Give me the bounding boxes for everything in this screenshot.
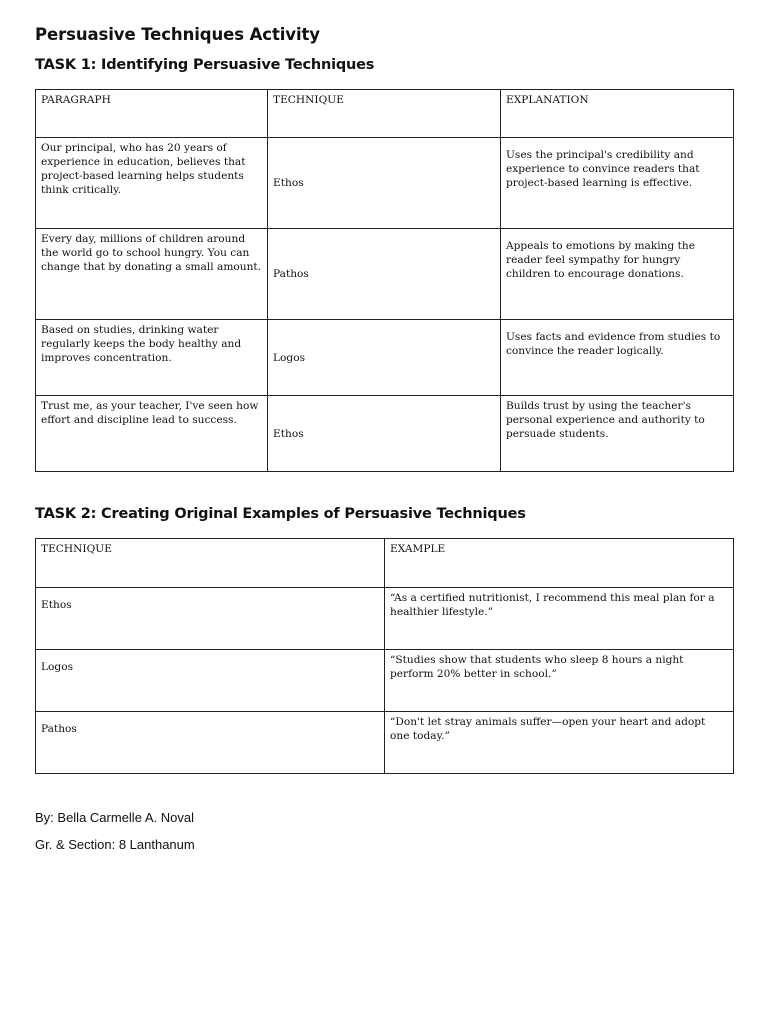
table-row [36,229,734,320]
explanation-cell: Uses facts and evidence from studies to convince the reader logically. [501,320,734,396]
technique-cell: Ethos [268,396,501,472]
document-title: Persuasive Techniques Activity [35,25,320,44]
table-row [36,650,734,712]
table-header-row [36,90,734,138]
example-cell: “Don't let stray animals suffer—open your heart and adopt one today.” [385,712,734,774]
header-technique: TECHNIQUE [268,90,501,138]
example-cell: “As a certified nutritionist, I recommend this meal plan for a healthier lifestyle.” [385,588,734,650]
table-row [36,138,734,229]
table-row [36,396,734,472]
paragraph-cell: Based on studies, drinking water regularly keeps the body healthy and improves concentration. [36,320,268,396]
header-technique: TECHNIQUE [36,539,385,588]
section-line: Gr. & Section: 8 Lanthanum [35,837,195,852]
technique-cell: Pathos [36,712,385,774]
task1-heading: TASK 1: Identifying Persuasive Techniques [35,57,375,73]
author-line: By: Bella Carmelle A. Noval [35,810,194,825]
technique-cell: Pathos [268,229,501,320]
header-paragraph: PARAGRAPH [36,90,268,138]
table-row [36,712,734,774]
explanation-cell: Appeals to emotions by making the reader feel sympathy for hungry children to encourage donations. [501,229,734,320]
explanation-cell: Uses the principal's credibility and experience to convince readers that project-based learning is effective. [501,138,734,229]
header-example: EXAMPLE [385,539,734,588]
task2-table [35,538,734,774]
table-row [36,320,734,396]
task2-heading: TASK 2: Creating Original Examples of Persuasive Techniques [35,506,526,522]
paragraph-cell: Our principal, who has 20 years of experience in education, believes that project-based learning helps students think critically. [36,138,268,229]
technique-cell: Logos [36,650,385,712]
technique-cell: Logos [268,320,501,396]
paragraph-cell: Every day, millions of children around the world go to school hungry. You can change that by donating a small amount. [36,229,268,320]
task1-table [35,89,734,472]
explanation-cell: Builds trust by using the teacher's personal experience and authority to persuade students. [501,396,734,472]
header-explanation: EXPLANATION [501,90,734,138]
example-cell: “Studies show that students who sleep 8 hours a night perform 20% better in school.” [385,650,734,712]
paragraph-cell: Trust me, as your teacher, I've seen how effort and discipline lead to success. [36,396,268,472]
table-header-row [36,539,734,588]
technique-cell: Ethos [36,588,385,650]
table-row [36,588,734,650]
technique-cell: Ethos [268,138,501,229]
